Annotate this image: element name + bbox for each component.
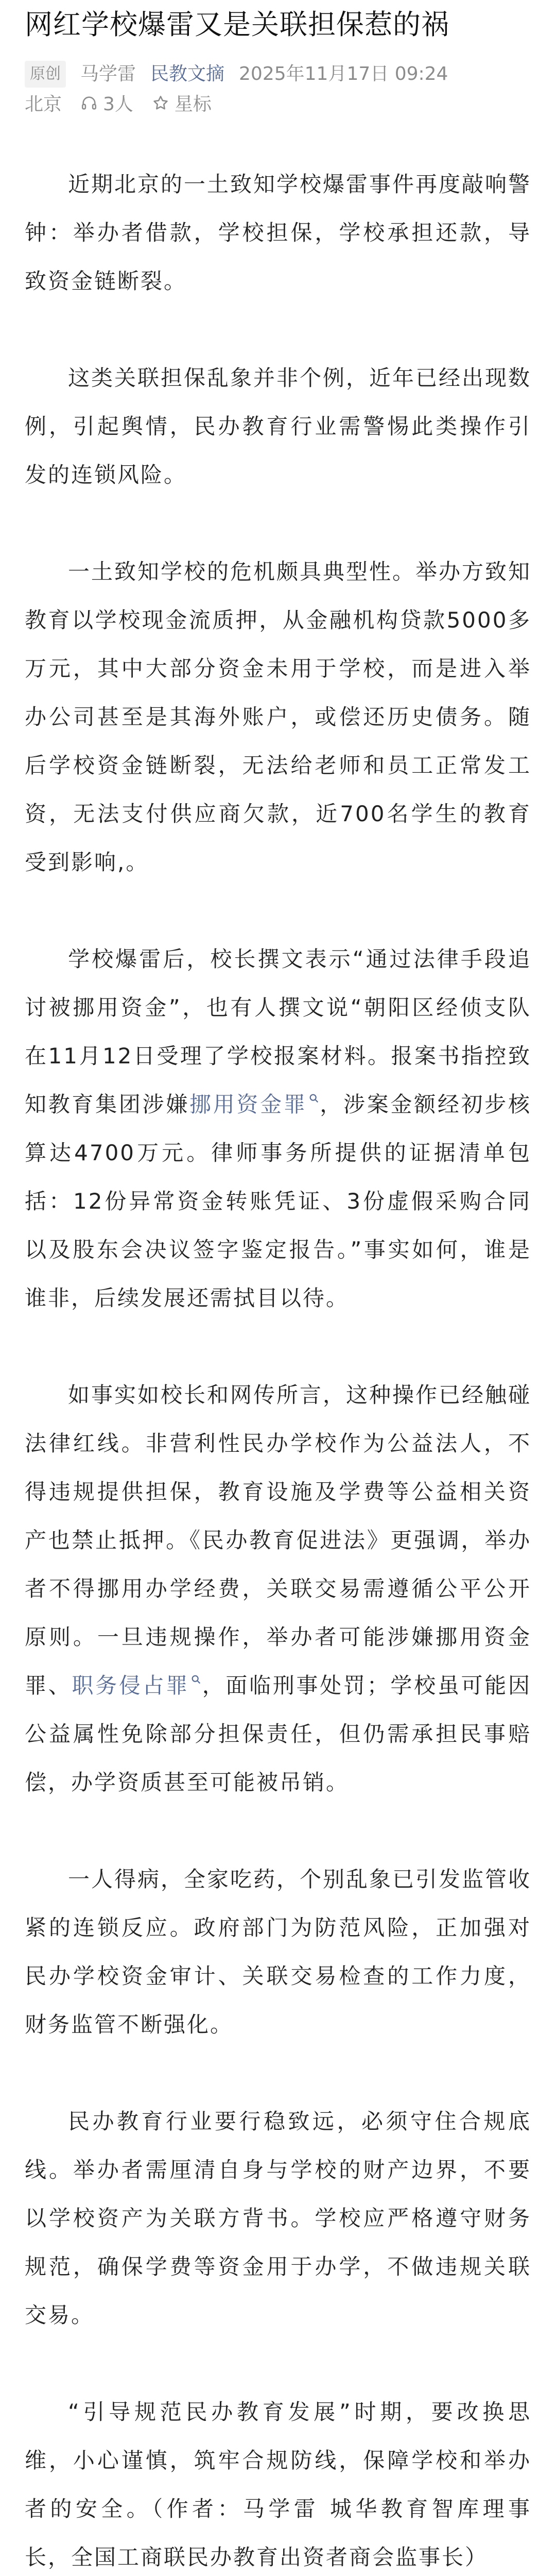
- paragraph-text: ，涉案金额经初步核算达4700万元。律师事务所提供的证据清单包括：12份异常资金转账凭证、3份虚假采购合同以及股东会决议签字鉴定报告。”事实如何，谁是谁非，后续发展还需拭目以待。: [25, 1092, 531, 1311]
- keyword-link-text: 挪用资金罪: [189, 1092, 307, 1117]
- author-name[interactable]: 马学雷: [80, 63, 136, 84]
- article-meta: [25, 59, 531, 89]
- account-link[interactable]: 民教文摘: [150, 63, 225, 84]
- paragraph: 一土致知学校的危机颇具典型性。举办方致知教育以学校现金流质押，从金融机构贷款5000多万元，其中大部分资金未用于学校，而是进入举办公司甚至是其海外账户，或偿还历史债务。随后学校资金链断裂，无法给老师和员工正常发工资，无法支付供应商欠款，近700名学生的教育受到影响,。: [25, 559, 532, 875]
- paragraph: 一人得病，全家吃药，个别乱象已引发监管收紧的连锁反应。政府部门为防范风险，正加强对民办学校资金审计、关联交易检查的工作力度，财务监管不断强化。: [25, 1867, 532, 2038]
- paragraph: 近期北京的一土致知学校爆雷事件再度敲响警钟：举办者借款，学校担保，学校承担还款，导致资金链断裂。: [25, 172, 532, 294]
- paragraph: [25, 935, 531, 1323]
- listen-button[interactable]: [80, 90, 133, 116]
- paragraph: 民办教育行业要行稳致远，必须守住合规底线。举办者需厘清自身与学校的财产边界，不要以学校资产为关联方背书。学校应严格遵守财务规范，确保学费等资金用于办学，不做违规关联交易。: [25, 2109, 531, 2328]
- keyword-search-link[interactable]: [72, 1673, 202, 1698]
- publish-datetime: 2025年11月17日 09:24: [239, 63, 448, 84]
- location: 北京: [25, 94, 62, 115]
- paragraph-text: 学校爆雷后，校长撰文表示“通过法律手段追讨被挪用资金”，也有人撰文说“朝阳区经侦支队在11月12日受理了学校报案材料。报案书指控致知教育集团涉嫌: [25, 946, 531, 1117]
- article-meta-secondary: [25, 90, 531, 116]
- star-label: 星标: [174, 94, 212, 115]
- headphones-icon: [80, 94, 98, 112]
- star-button[interactable]: [152, 90, 212, 116]
- paragraph-text: 如事实如校长和网传所言，这种操作已经触碰法律红线。非营利性民办学校作为公益法人，不得违规提供担保，教育设施及学费等公益相关资产也禁止抵押。《民办教育促进法》更强调，举办者不得挪用办学经费，关联交易需遵循公平公开原则。一旦违规操作，举办者可能涉嫌挪用资金罪、: [25, 1382, 532, 1699]
- article-body: [25, 160, 531, 2576]
- search-icon: [308, 1093, 320, 1104]
- keyword-link-text: 职务侵占罪: [72, 1673, 189, 1699]
- keyword-search-link[interactable]: [189, 1092, 320, 1117]
- paragraph: [25, 1371, 531, 1807]
- article-title: 网红学校爆雷又是关联担保惹的祸: [25, 8, 449, 41]
- paragraph-text: ，面临刑事处罚；学校虽可能因公益属性免除部分担保责任，但仍需承担民事赔偿，办学资质甚至可能被吊销。: [25, 1673, 531, 1795]
- listener-count: 3人: [103, 94, 133, 115]
- star-icon: [152, 94, 169, 112]
- original-badge: 原创: [25, 61, 66, 88]
- paragraph: “引导规范民办教育发展”时期，要改换思维，小心谨慎，筑牢合规防线，保障学校和举办者的安全。（作者：马学雷 城华教育智库理事长，全国工商联民办教育出资者商会监事长）: [25, 2399, 531, 2570]
- paragraph: 这类关联担保乱象并非个例，近年已经出现数例，引起舆情，民办教育行业需警惕此类操作引发的连锁风险。: [25, 365, 532, 488]
- search-icon: [190, 1674, 202, 1685]
